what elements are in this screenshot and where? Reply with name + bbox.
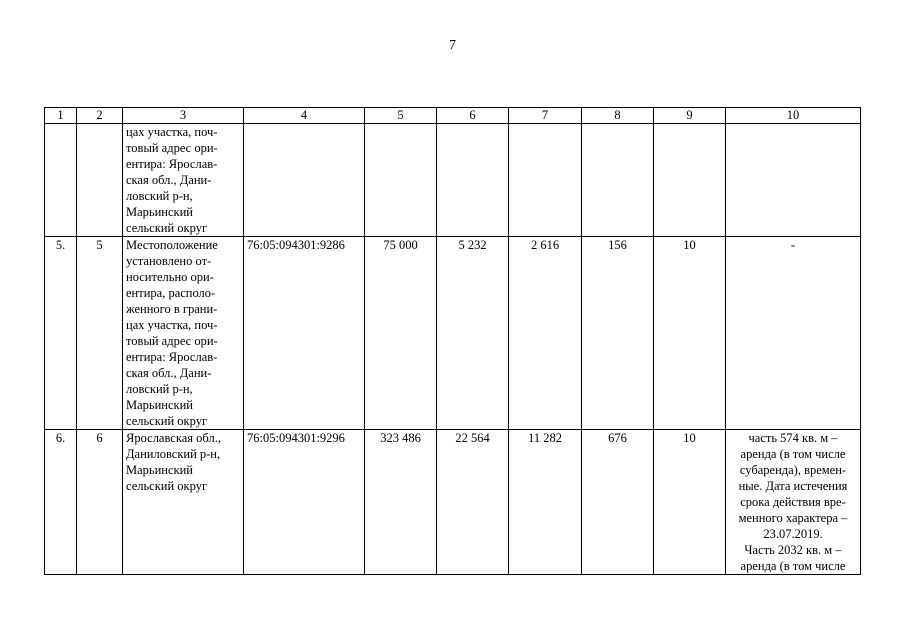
value-cell-7: 2 616: [509, 237, 582, 430]
row-number-cell: [45, 124, 77, 237]
land-plot-table: [44, 107, 861, 575]
value-cell-9: 10: [654, 430, 726, 575]
table-row: [45, 124, 861, 237]
value-cell-9: 10: [654, 237, 726, 430]
value-cell-9: [654, 124, 726, 237]
plot-number-cell: 6: [77, 430, 123, 575]
value-cell-8: 676: [582, 430, 654, 575]
plot-number-cell: [77, 124, 123, 237]
column-header-2: 2: [77, 108, 123, 124]
value-cell-7: [509, 124, 582, 237]
location-cell: цах участка, поч- товый адрес ори- ентира: Ярослав- ская обл., Дани- ловский р-н, Марьинский сельский округ: [123, 124, 244, 237]
encumbrance-cell: часть 574 кв. м – аренда (в том числе субаренда), времен- ные. Дата истечения срока действия вре- менного характера – 23.07.2019. Часть 2032 кв. м – аренда (в том числе: [726, 430, 861, 575]
plot-number-cell: 5: [77, 237, 123, 430]
column-header-7: 7: [509, 108, 582, 124]
location-cell: Ярославская обл., Даниловский р-н, Марьинский сельский округ: [123, 430, 244, 575]
value-cell-6: 22 564: [437, 430, 509, 575]
cadastral-number-cell: 76:05:094301:9296: [244, 430, 365, 575]
value-cell-6: 5 232: [437, 237, 509, 430]
table-header-row: [45, 108, 861, 124]
row-number-cell: 5.: [45, 237, 77, 430]
area-cell: 75 000: [365, 237, 437, 430]
area-cell: [365, 124, 437, 237]
encumbrance-cell: -: [726, 237, 861, 430]
column-header-10: 10: [726, 108, 861, 124]
column-header-4: 4: [244, 108, 365, 124]
column-header-9: 9: [654, 108, 726, 124]
cadastral-number-cell: 76:05:094301:9286: [244, 237, 365, 430]
table-row: [45, 430, 861, 575]
value-cell-7: 11 282: [509, 430, 582, 575]
column-header-1: 1: [45, 108, 77, 124]
value-cell-8: 156: [582, 237, 654, 430]
table-row: [45, 237, 861, 430]
column-header-3: 3: [123, 108, 244, 124]
column-header-6: 6: [437, 108, 509, 124]
location-cell: Местоположение установлено от- носительно ори- ентира, располо- женного в грани- цах участка, поч- товый адрес ори- ентира: Ярослав- ская обл., Дани- ловский р-н, Марьинский сельский округ: [123, 237, 244, 430]
encumbrance-cell: [726, 124, 861, 237]
value-cell-8: [582, 124, 654, 237]
area-cell: 323 486: [365, 430, 437, 575]
cadastral-number-cell: [244, 124, 365, 237]
value-cell-6: [437, 124, 509, 237]
column-header-5: 5: [365, 108, 437, 124]
column-header-8: 8: [582, 108, 654, 124]
row-number-cell: 6.: [45, 430, 77, 575]
page-number: 7: [449, 38, 456, 53]
